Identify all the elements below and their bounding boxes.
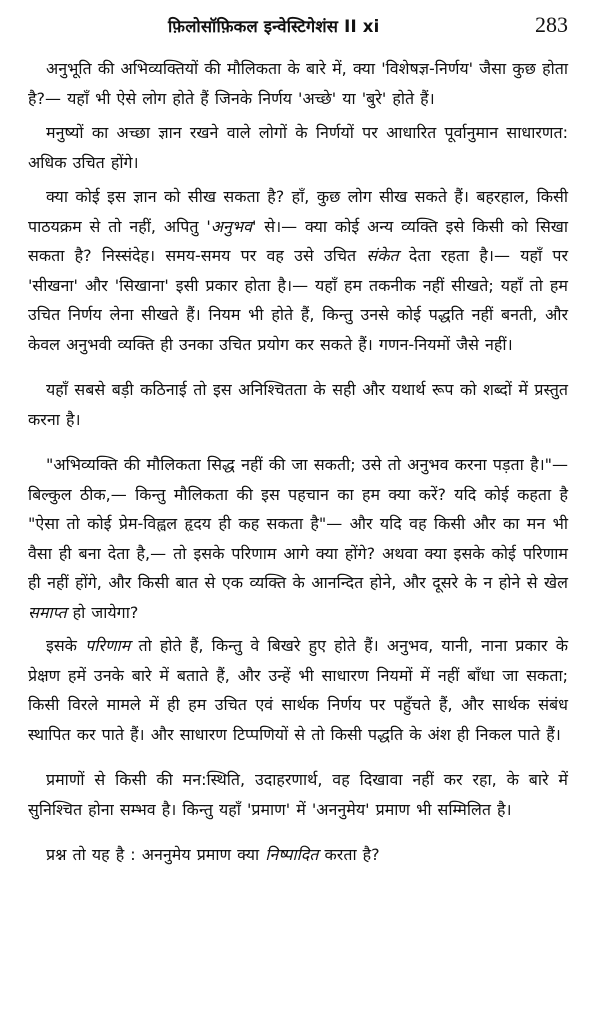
paragraph	[28, 450, 568, 627]
paragraph	[28, 765, 568, 824]
emphasized-text: संकेत	[366, 246, 399, 265]
paragraph	[28, 182, 568, 359]
page-number: 283	[535, 12, 568, 37]
emphasized-text: समाप्त	[28, 602, 67, 622]
text-run: करता है?	[318, 845, 380, 864]
running-title: फ़िलोसॉफ़िकल इन्वेस्टिगेशंस II xi	[168, 17, 380, 36]
emphasized-text: 'अनुभव'	[206, 216, 257, 236]
text-run: तो होते हैं, किन्तु वे बिखरे हुए होते हैं। अनुभव, यानी, नाना प्रकार के प्रेक्षण हमें उनके बारे में बताते हैं, और उन्हें भी साधारण नियमों में नहीं बाँधा जा सकता; किसी विरले मामले में ही हम उचित एवं सार्थक निर्णय पर पहुँचते हैं, और सार्थक संबंध स्थापित कर पाते हैं। और साधारण टिप्पणियों से तो किसी पद्धति के अंश ही निकल पाते हैं।	[28, 636, 569, 744]
text-run: प्रमाणों से किसी की मन:स्थिति, उदाहरणार्थ, वह दिखावा नहीं कर रहा, के बारे में सुनिश्चित होना सम्भव है। किन्तु यहाँ 'प्रमाण' में 'अननुमेय' प्रमाण भी सम्मिलित है।	[28, 770, 568, 819]
emphasized-text: निष्पादित	[265, 845, 319, 864]
text-run: इसके	[46, 636, 86, 655]
text-run: देता रहता है।— यहाँ पर 'सीखना' और 'सिखाना' इसी प्रकार होता है।— यहाँ हम तकनीक नहीं सीखते; यहाँ तो हम उचित निर्णय लेना सीखते हैं। नियम भी होते हैं, किन्तु उनसे कोई पद्धति नहीं बनती, और केवल अनुभवी व्यक्ति ही उनका उचित प्रयोग कर सकते हैं। गणन-नियमों जैसे नहीं।	[28, 246, 569, 354]
text-run: "अभिव्यक्ति की मौलिकता सिद्ध नहीं की जा सकती; उसे तो अनुभव करना पड़ता है।"— बिल्कुल ठीक,— किन्तु मौलिकता की इस पहचान का हम क्या करें? यदि कोई कहता है "ऐसा तो कोई प्रेम-विह्वल हृदय ही कह सकता है"— और यदि वह किसी और का मन भी वैसा ही बना देता है,— तो इसके परिणाम आगे क्या होंगे? अथवा क्या इसके कोई परिणाम ही नहीं होंगे, और किसी बात से एक व्यक्ति के आनन्दित होने, और दूसरे के न होने से खेल	[28, 455, 568, 592]
text-run: हो जायेगा?	[66, 602, 139, 622]
paragraph	[28, 54, 568, 113]
body-text	[28, 54, 568, 870]
text-run: से।— क्या कोई अन्य व्यक्ति इसे किसी को सिखा सकता है? निस्संदेह। समय-समय पर वह उसे उचित	[28, 216, 568, 265]
text-run: यहाँ सबसे बड़ी कठिनाई तो इस अनिश्चितता के सही और यथार्थ रूप को शब्दों में प्रस्तुत करना है।	[28, 380, 568, 429]
paragraph	[28, 375, 568, 434]
text-run: प्रश्न तो यह है : अननुमेय प्रमाण क्या	[46, 845, 266, 864]
page-header	[28, 8, 568, 42]
paragraph	[28, 118, 568, 177]
emphasized-text: परिणाम	[85, 636, 131, 655]
text-run: अनुभूति की अभिव्यक्तियों की मौलिकता के बारे में, क्या 'विशेषज्ञ-निर्णय' जैसा कुछ होता है?— यहाँ भी ऐसे लोग होते हैं जिनके निर्णय 'अच्छे' या 'बुरे' होते हैं।	[28, 59, 568, 108]
paragraph	[28, 840, 568, 870]
text-run: मनुष्यों का अच्छा ज्ञान रखने वाले लोगों के निर्णयों पर आधारित पूर्वानुमान साधारणत: अधिक उचित होंगे।	[28, 123, 568, 172]
text-run: क्या कोई इस ज्ञान को सीख सकता है? हाँ, कुछ लोग सीख सकते हैं। बहरहाल, किसी पाठयक्रम से तो नहीं, अपितु	[28, 187, 568, 236]
paragraph	[28, 631, 568, 749]
